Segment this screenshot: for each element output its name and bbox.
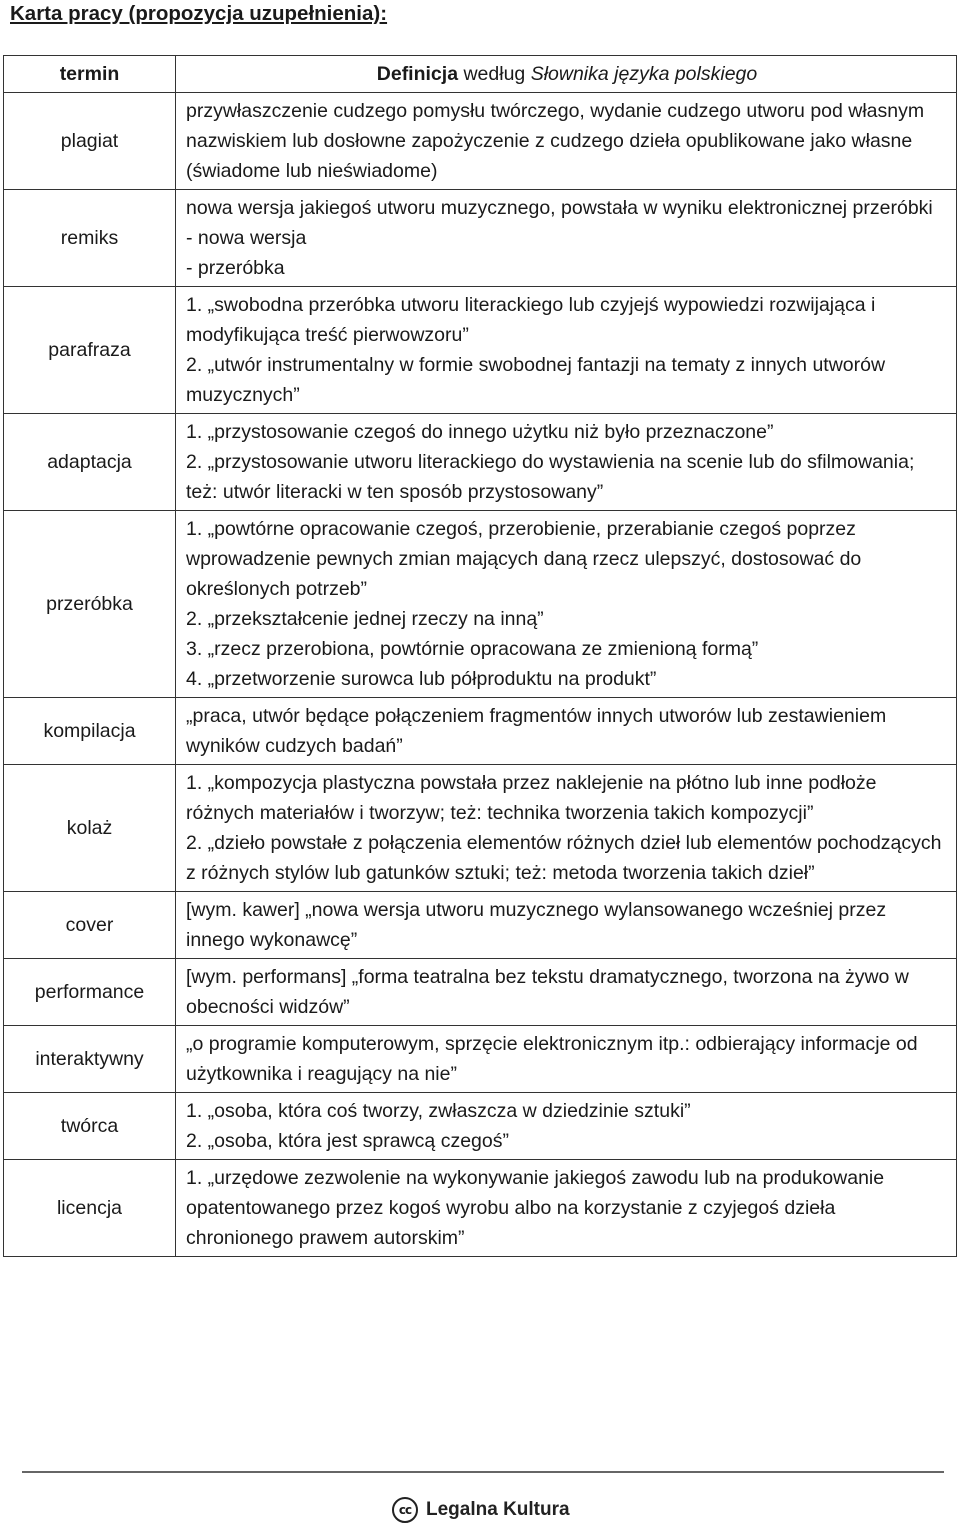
definition-line: 2. „osoba, która jest sprawcą czegoś” [186,1130,509,1152]
table-row [4,190,957,287]
term-cell: cover [4,892,176,959]
definition-line: 4. „przetworzenie surowca lub półproduktu na produkt” [186,668,657,690]
table-row [4,1026,957,1093]
definition-cell [176,93,957,190]
term-cell: interaktywny [4,1026,176,1093]
definition-line: 1. „przystosowanie czegoś do innego użytku niż było przeznaczone” [186,421,774,443]
definition-cell [176,190,957,287]
definition-line: - przeróbka [186,257,285,279]
table-row [4,765,957,892]
definition-cell [176,414,957,511]
table-row [4,959,957,1026]
term-cell: twórca [4,1093,176,1160]
term-cell: przeróbka [4,511,176,698]
definition-cell [176,892,957,959]
table-row [4,698,957,765]
definition-line: 1. „powtórne opracowanie czegoś, przerobienie, przerabianie czegoś poprzez wprowadzenie pewnych zmian mających daną rzecz ulepszyć, dostosować do określonych potrzeb” [186,518,862,600]
definition-cell [176,1093,957,1160]
definition-cell [176,287,957,414]
definition-cell [176,765,957,892]
definition-line: 2. „przystosowanie utworu literackiego do wystawienia na scenie lub do sfilmowania; też: utwór literacki w ten sposób przystosowany” [186,451,915,503]
definition-line: 2. „utwór instrumentalny w formie swobodnej fantazji na tematy z innych utworów muzycznych” [186,354,886,406]
definition-line: - nowa wersja [186,227,307,249]
table-row [4,93,957,190]
table-row [4,414,957,511]
definition-line: 2. „dzieło powstałe z połączenia elementów różnych dzieł lub elementów pochodzących z różnych stylów lub gatunków sztuki; też: metoda tworzenia takich dzieł” [186,832,942,884]
header-def-mid: według [458,63,531,85]
definition-line: „praca, utwór będące połączeniem fragmentów innych utworów lub zestawieniem wyników cudzych badań” [186,705,887,757]
table-header-row [4,56,957,93]
page-title: Karta pracy (propozycja uzupełnienia): [10,2,388,25]
definition-cell [176,511,957,698]
term-cell: adaptacja [4,414,176,511]
definition-line: [wym. kawer] „nowa wersja utworu muzycznego wylansowanego wcześniej przez innego wykonawcę” [186,899,887,951]
definition-line: 1. „urzędowe zezwolenie na wykonywanie jakiegoś zawodu lub na produkowanie opatentowanego przez kogoś wyrobu albo na korzystanie z czyjegoś dzieła chronionego prawem autorskim” [186,1167,885,1249]
definition-line: „o programie komputerowym, sprzęcie elektronicznym itp.: odbierający informacje od użytkownika i reagujący na nie” [186,1033,918,1085]
term-cell: parafraza [4,287,176,414]
definition-line: 2. „przekształcenie jednej rzeczy na inną” [186,608,544,630]
definition-line: [wym. performans] „forma teatralna bez tekstu dramatycznego, tworzona na żywo w obecności widzów” [186,966,909,1018]
definition-cell [176,1160,957,1257]
creative-commons-icon: cc [392,1497,418,1523]
term-cell: performance [4,959,176,1026]
term-cell: kompilacja [4,698,176,765]
definition-line: 3. „rzecz przerobiona, powtórnie opracowana ze zmienioną formą” [186,638,759,660]
table-row [4,511,957,698]
header-definition [176,56,957,93]
header-term: termin [4,56,176,93]
definition-line: 1. „swobodna przeróbka utworu literackiego lub czyjejś wypowiedzi rozwijająca i modyfikująca treść pierwowzoru” [186,294,876,346]
footer-divider [22,1471,944,1473]
definition-line: przywłaszczenie cudzego pomysłu twórczego, wydanie cudzego utworu pod własnym nazwiskiem lub dosłowne zapożyczenie z cudzego dzieła opublikowane jako własne (świadome lub nieświadome) [186,100,925,182]
table-row [4,287,957,414]
definition-cell [176,698,957,765]
term-cell: remiks [4,190,176,287]
term-cell: licencja [4,1160,176,1257]
definition-line: nowa wersja jakiegoś utworu muzycznego, powstała w wyniku elektronicznej przeróbki [186,197,933,219]
header-def-bold: Definicja [376,63,459,85]
table-row [4,892,957,959]
definition-line: 1. „kompozycja plastyczna powstała przez naklejenie na płótno lub inne podłoże różnych materiałów i tworzyw; też: technika tworzenia takich kompozycji” [186,772,877,824]
table-row [4,1160,957,1257]
definition-cell [176,1026,957,1093]
footer-logo [392,1497,570,1523]
table-row [4,1093,957,1160]
header-def-italic: Słownika języka polskiego [530,63,758,85]
definition-line: 1. „osoba, która coś tworzy, zwłaszcza w dziedzinie sztuki” [186,1100,691,1122]
terms-table [3,55,957,1257]
term-cell: plagiat [4,93,176,190]
term-cell: kolaż [4,765,176,892]
definition-cell [176,959,957,1026]
logo-text: Legalna Kultura [426,1499,570,1520]
